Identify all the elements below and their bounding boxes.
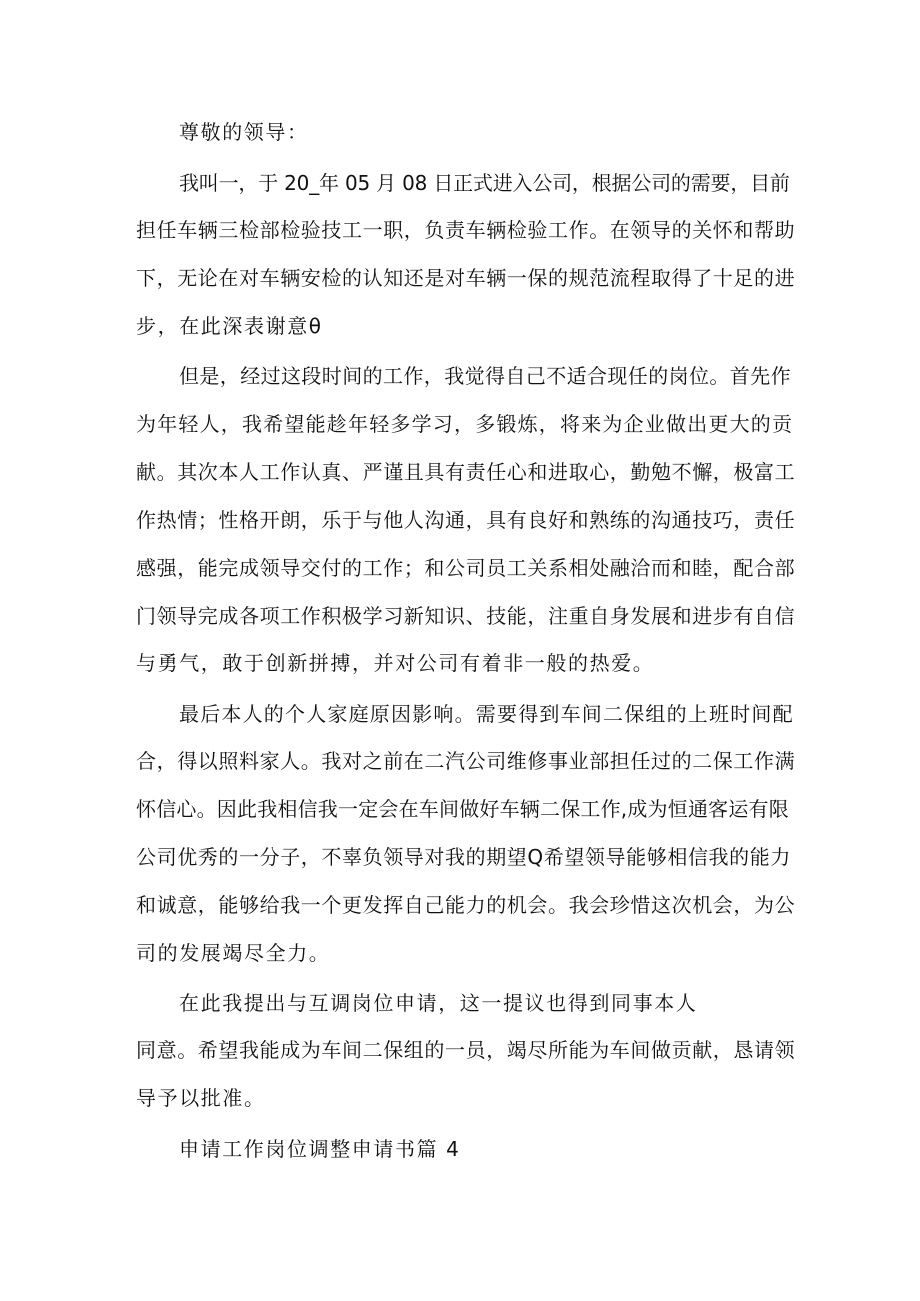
text-line: 怀信心。因此我相信我一定会在车间做好车辆二保工作,成为恒通客运有限 [136,797,789,821]
text-line: 在此我提出与互调岗位申请，这一提议也得到同事本人 [179,991,698,1015]
text-line: 担任车辆三检部检验技工一职，负责车辆检验工作。在领导的关怀和帮助 [136,218,796,242]
text-line: 最后本人的个人家庭原因影响。需要得到车间二保组的上班时间配 [179,702,794,726]
section-heading: 申请工作岗位调整申请书篇 4 [179,1137,461,1161]
text-line: 合，得以照料家人。我对之前在二汽公司维修事业部担任过的二保工作满 [136,749,796,773]
text-line: 作热情；性格开朗，乐于与他人沟通，具有良好和熟练的沟通技巧，责任 [136,508,796,532]
text-line: 感强，能完成领导交付的工作；和公司员工关系相处融洽而和睦，配合部 [136,556,796,580]
salutation: 尊敬的领导： [179,120,309,144]
text-line: 和诚意，能够给我一个更发挥自己能力的机会。我会珍惜这次机会，为公 [136,893,796,917]
text-line: 献。其次本人工作认真、严谨且具有责任心和进取心，勤勉不懈，极富工 [136,460,796,484]
text-line: 公司优秀的一分子，不辜负领导对我的期望Q希望领导能够相信我的能力 [136,845,791,869]
text-line: 同意。希望我能成为车间二保组的一员，竭尽所能为车间做贡献，恳请领 [136,1038,796,1062]
text-line: 司的发展竭尽全力。 [136,941,331,965]
text-line: 门领导完成各项工作积极学习新知识、技能，注重自身发展和进步有自信 [136,604,796,628]
text-line: 为年轻人，我希望能趁年轻多学习，多锻炼，将来为企业做出更大的贡 [136,412,794,436]
text-line: 导予以批准。 [136,1086,266,1110]
text-line: 下，无论在对车辆安检的认知还是对车辆一保的规范流程取得了十足的进 [136,266,796,290]
text-line: 与勇气，敢于创新拼搏，并对公司有着非一般的热爱。 [136,651,655,675]
text-line: 步，在此深表谢意θ [136,314,323,338]
text-line: 但是，经过这段时间的工作，我觉得自己不适合现任的岗位。首先作 [179,364,791,388]
text-line: 我叫一，于 20_年 05 月 08 日正式进入公司，根据公司的需要，目前 [179,171,790,195]
